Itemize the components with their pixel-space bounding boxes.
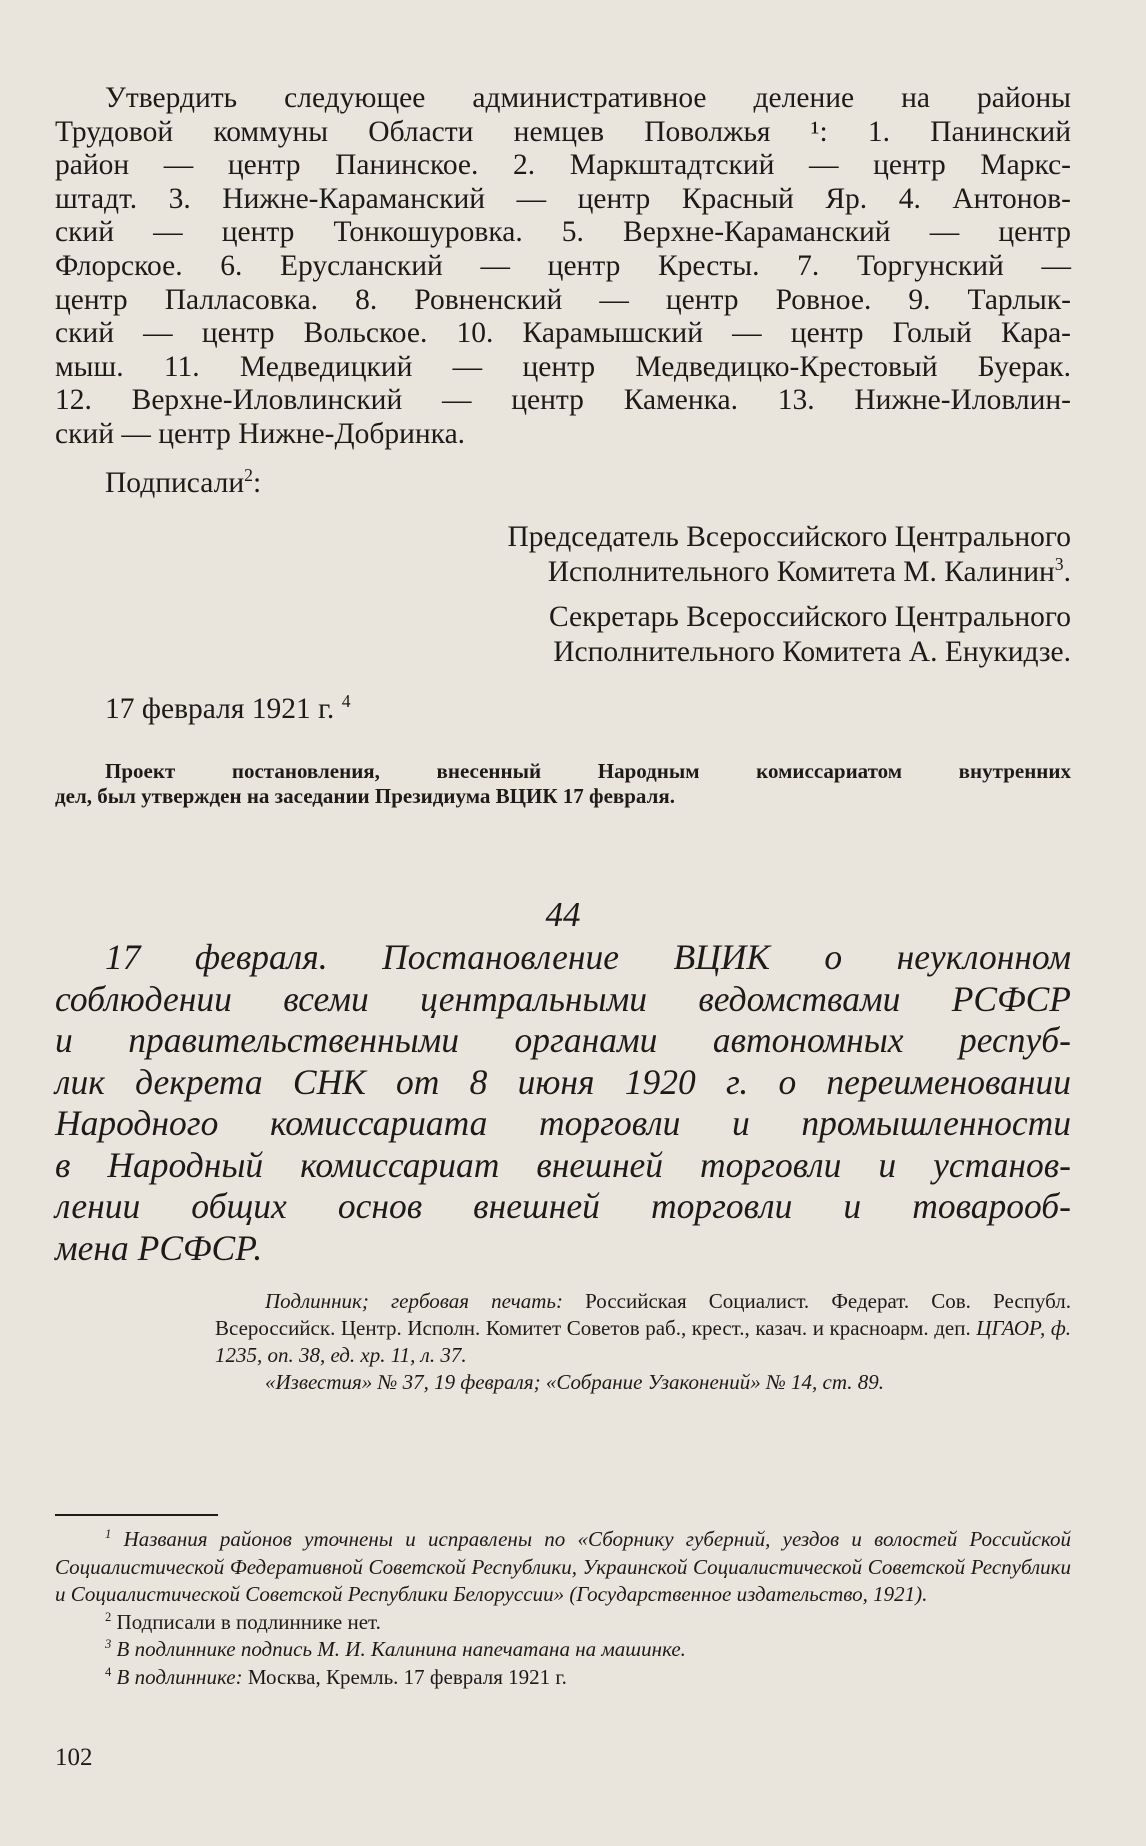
title-line: 17 февраля. Постановление ВЦИК о неуклонном — [105, 937, 1071, 977]
decree-line: Флорское. 6. Еруcланский — центр Кресты. 7. Торгунский — — [55, 249, 1071, 282]
document-title — [55, 937, 1071, 1269]
decree-line: ский — центр Вольское. 10. Карамышский — центр Голый Кара- — [55, 317, 1071, 350]
title-line: и правительственными органами автономных респуб- — [55, 1020, 1071, 1060]
signature-secretary: Секретарь Всероссийского Центрального Исполнительного Комитета А. Енукидзе. — [549, 601, 1071, 668]
title-line: лик декрета СНК от 8 июня 1920 г. о переименовании — [55, 1061, 1071, 1102]
title-line: в Народный комиссариат внешней торговли и установ- — [55, 1144, 1071, 1185]
footnote: $^2$ Подписали в подлиннике нет. — [105, 1609, 381, 1634]
document-number: 44 — [545, 895, 581, 934]
decree-line: 12. Верхне-Иловлинский — центр Каменка. 13. Нижне-Иловлин- — [55, 384, 1071, 417]
source-references — [215, 1288, 1071, 1396]
footnote-ref: 3 — [1054, 554, 1064, 575]
signature-chairman: Председатель Всероссийского Центрального Исполнительного Комитета М. Калинин$^3$. — [507, 521, 1071, 588]
decree-line: мыш. 11. Медведицкий — центр Медведицко-Крестовый Буерак. — [55, 350, 1071, 383]
decree-line: район — центр Панинское. 2. Маркштадтский — центр Маркс- — [55, 149, 1071, 182]
footnote: $^4$ В подлиннике: Москва, Кремль. 17 февраля 1921 г. — [105, 1664, 567, 1689]
footnotes — [55, 1526, 1071, 1691]
decree-line: ский — центр Нижне-Добринка. — [55, 417, 466, 450]
decree-line: Утвердить следующее административное деление на районы — [105, 82, 1071, 114]
title-line: лении общих основ внешней торговли и товарооб- — [55, 1186, 1071, 1226]
decree-line: штадт. 3. Нижне-Караманский — центр Красный Яр. 4. Антонов- — [55, 182, 1071, 215]
title-line: Народного комиссариата торговли и промышленности — [55, 1103, 1071, 1143]
decree-line: Трудовой коммуны Области немцев Поволжья ¹: 1. Панинский — [55, 115, 1071, 148]
editorial-note: Проект постановления, внесенный Народным комиссариатом внутренних дел, был утвержден на заседании Президиума ВЦИК 17 февраля. — [55, 759, 1071, 808]
title-line: соблюдении всеми центральными ведомствами РСФСР — [55, 978, 1071, 1019]
title-line: мена РСФСР. — [55, 1227, 263, 1268]
footnote: $^3$ В подлиннике подпись М. И. Калинина напечатана на машинке. — [105, 1637, 686, 1661]
page-number: 102 — [55, 1744, 93, 1771]
source-publications: «Известия» № 37, 19 февраля; «Собрание Узаконений» № 14, ст. 89. — [265, 1370, 884, 1394]
document-date: 17 февраля 1921 г. $^4$ — [105, 691, 351, 725]
decree-line: ский — центр Тонкошуровка. 5. Верхне-Караманский — центр — [55, 216, 1071, 249]
footnote-ref: 2 — [244, 465, 253, 486]
footnote: $^1$ Названия районов уточнены и исправлены по «Сборнику губерний, уездов и волостей Российской Социалистической Федеративной Советской Республики, Украинской Социалистической Советской Республики и Социалистической Советской Республики Белоруссии» (Государственное издательство, 1921). — [55, 1527, 1072, 1606]
signed-by-label: Подписали$^2$: — [105, 465, 262, 499]
footnote-divider — [55, 1514, 218, 1516]
decree-line: центр Палласовка. 8. Ровненский — центр Ровное. 9. Тарлык- — [55, 283, 1071, 316]
footnote-ref: 4 — [341, 691, 351, 712]
source-original: Подлинник; гербовая печать: Российская Социалист. Федерат. Сов. Республ. Всероссийск. Центр. Исполн. Комитет Советов раб., крест., казач. и красноарм. деп. ЦГАОР, ф. 1235, оп. 38, ед. хр. 11, л. 37. — [215, 1289, 1072, 1367]
decree-text — [55, 82, 1071, 452]
